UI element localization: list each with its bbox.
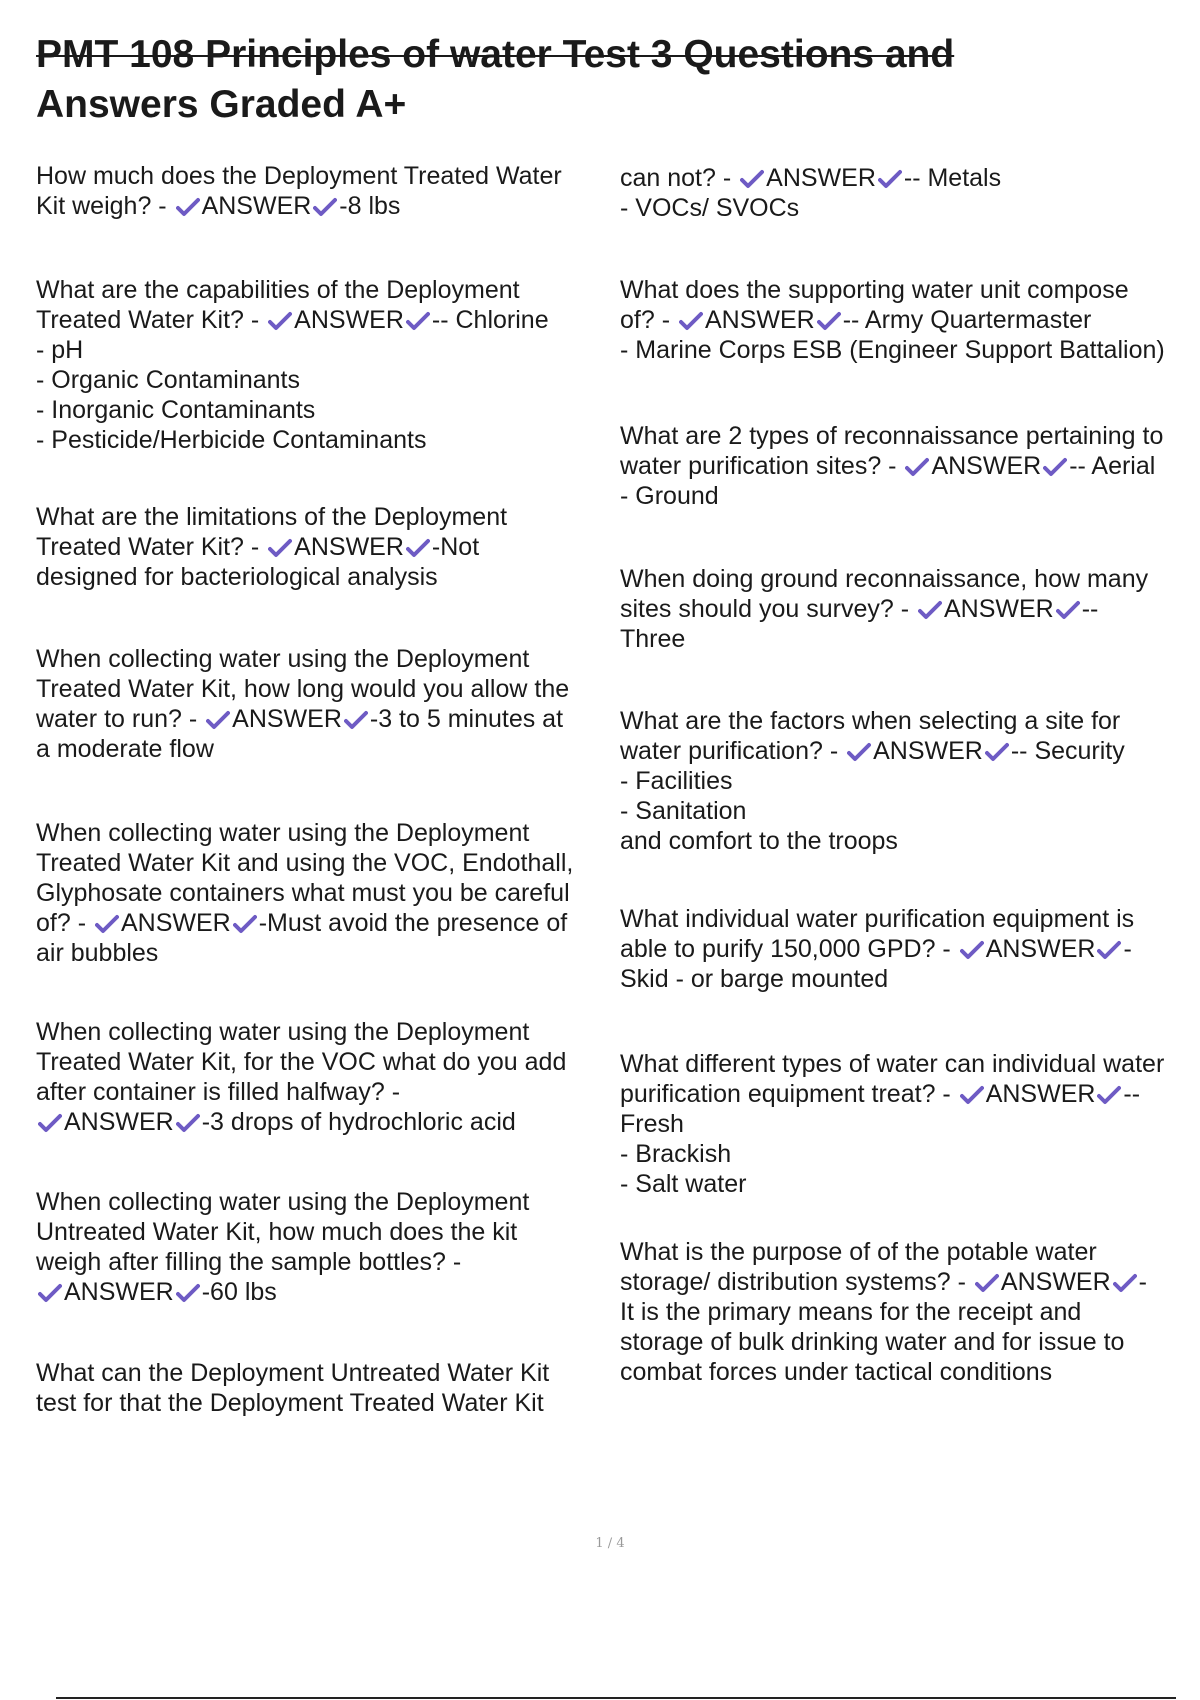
qa-item xyxy=(36,818,606,968)
answer-line xyxy=(36,704,606,734)
answer-text: -- Army Quartermaster xyxy=(842,306,1092,334)
text-line: - Pesticide/Herbicide Contaminants xyxy=(36,426,427,454)
answer-text: -- xyxy=(1081,595,1099,623)
qa-item xyxy=(36,502,606,592)
checkmark-icon xyxy=(38,1283,62,1303)
qa-item xyxy=(36,161,606,221)
text-line: combat forces under tactical conditions xyxy=(620,1358,1053,1386)
answer-label: ANSWER xyxy=(232,705,342,733)
text-line: What are 2 types of reconnaissance pertaining to xyxy=(620,422,1164,450)
page-number: 1 / 4 xyxy=(595,1536,625,1551)
checkmark-icon xyxy=(960,940,984,960)
text-line: What are the limitations of the Deployment xyxy=(36,503,508,531)
text-line: Treated Water Kit and using the VOC, Endothall, xyxy=(36,849,574,877)
checkmark-icon xyxy=(406,538,430,558)
checkmark-icon xyxy=(268,538,292,558)
text-line: after container is filled halfway? - xyxy=(36,1078,401,1106)
question-text: able to purify 150,000 GPD? - xyxy=(620,935,958,963)
qa-item xyxy=(620,904,1195,994)
answer-line xyxy=(620,1079,1195,1109)
answer-text: -60 lbs xyxy=(201,1278,277,1306)
text-line: and comfort to the troops xyxy=(620,827,898,855)
footer-divider xyxy=(56,1697,1176,1699)
text-line: What different types of water can individual water xyxy=(620,1050,1165,1078)
checkmark-icon xyxy=(95,914,119,934)
answer-line xyxy=(620,451,1195,481)
text-line: What does the supporting water unit compose xyxy=(620,276,1129,304)
text-line: Glyphosate containers what must you be careful xyxy=(36,879,570,907)
answer-label: ANSWER xyxy=(120,909,231,937)
checkmark-icon xyxy=(1097,1085,1121,1105)
checkmark-icon xyxy=(740,169,764,189)
checkmark-icon xyxy=(38,1113,62,1133)
checkmark-icon xyxy=(233,914,257,934)
answer-label: ANSWER xyxy=(704,306,815,334)
text-line: air bubbles xyxy=(36,939,159,967)
question-text: water purification? - xyxy=(620,737,846,765)
document-title xyxy=(36,30,1136,130)
answer-line xyxy=(620,594,1195,624)
answer-line xyxy=(36,908,606,938)
qa-item xyxy=(36,1187,606,1307)
qa-item xyxy=(36,1358,606,1418)
answer-label: ANSWER xyxy=(943,595,1054,623)
checkmark-icon xyxy=(975,1273,999,1293)
checkmark-icon xyxy=(960,1085,984,1105)
question-text: storage/ distribution systems? - xyxy=(620,1268,973,1296)
checkmark-icon xyxy=(268,311,292,331)
text-line: Treated Water Kit, how long would you allow the xyxy=(36,675,570,703)
text-line: What individual water purification equipment is xyxy=(620,905,1135,933)
answer-line xyxy=(620,305,1195,335)
title-line-1: PMT 108 Principles of water Test 3 Questions and xyxy=(36,33,955,76)
text-line: - Ground xyxy=(620,482,719,510)
checkmark-icon xyxy=(1097,940,1121,960)
text-line: What can the Deployment Untreated Water Kit xyxy=(36,1359,550,1387)
checkmark-icon xyxy=(847,742,871,762)
answer-text: -- xyxy=(1123,1080,1141,1108)
text-line: Treated Water Kit, for the VOC what do you add xyxy=(36,1048,567,1076)
answer-line xyxy=(620,1267,1195,1297)
question-text: sites should you survey? - xyxy=(620,595,916,623)
answer-label: ANSWER xyxy=(64,1108,174,1136)
checkmark-icon xyxy=(817,311,841,331)
question-text: Treated Water Kit? - xyxy=(36,306,267,334)
answer-line xyxy=(36,191,606,221)
question-text: of? - xyxy=(620,306,677,334)
text-line: test for that the Deployment Treated Water Kit xyxy=(36,1389,544,1417)
text-line: What are the capabilities of the Deployment xyxy=(36,276,520,304)
text-line: weigh after filling the sample bottles? - xyxy=(36,1248,462,1276)
text-line: When collecting water using the Deployment xyxy=(36,645,530,673)
text-line: What are the factors when selecting a site for xyxy=(620,707,1121,735)
qa-item xyxy=(620,275,1195,365)
checkmark-icon xyxy=(344,710,368,730)
checkmark-icon xyxy=(878,169,902,189)
answer-text: -Not xyxy=(431,533,480,561)
answer-label: ANSWER xyxy=(294,306,404,334)
checkmark-icon xyxy=(985,742,1009,762)
checkmark-icon xyxy=(679,311,703,331)
question-text: water purification sites? - xyxy=(620,452,904,480)
text-line: - Inorganic Contaminants xyxy=(36,396,316,424)
qa-item xyxy=(36,644,606,764)
text-line: How much does the Deployment Treated Water xyxy=(36,162,562,190)
answer-label: ANSWER xyxy=(873,737,983,765)
answer-label: ANSWER xyxy=(201,192,312,220)
answer-label: ANSWER xyxy=(294,533,404,561)
qa-item xyxy=(620,421,1195,511)
answer-text: -- Security xyxy=(1010,737,1125,765)
answer-text: - xyxy=(1123,935,1132,963)
text-line: When collecting water using the Deployment xyxy=(36,1018,530,1046)
answer-text: -Must avoid the presence of xyxy=(258,909,568,937)
question-text: Treated Water Kit? - xyxy=(36,533,267,561)
answer-line xyxy=(36,305,606,335)
text-line: - Marine Corps ESB (Engineer Support Battalion) xyxy=(620,336,1165,364)
checkmark-icon xyxy=(905,457,929,477)
answer-line xyxy=(36,532,606,562)
answer-label: ANSWER xyxy=(985,1080,1096,1108)
text-line: - pH xyxy=(36,336,84,364)
answer-label: ANSWER xyxy=(766,164,876,192)
text-line: - VOCs/ SVOCs xyxy=(620,194,800,222)
checkmark-icon xyxy=(1113,1273,1137,1293)
qa-item xyxy=(620,564,1195,654)
question-text: purification equipment treat? - xyxy=(620,1080,958,1108)
text-line: - Organic Contaminants xyxy=(36,366,301,394)
text-line: Skid - or barge mounted xyxy=(620,965,889,993)
checkmark-icon xyxy=(918,600,942,620)
answer-label: ANSWER xyxy=(1000,1268,1111,1296)
answer-line xyxy=(620,163,1195,193)
checkmark-icon xyxy=(313,197,337,217)
text-line: Fresh xyxy=(620,1110,684,1138)
checkmark-icon xyxy=(176,1113,200,1133)
text-line: storage of bulk drinking water and for issue to xyxy=(620,1328,1125,1356)
checkmark-icon xyxy=(1043,457,1067,477)
text-line: Three xyxy=(620,625,686,653)
answer-label: ANSWER xyxy=(985,935,1096,963)
text-line: - Facilities xyxy=(620,767,733,795)
answer-text: -- Aerial xyxy=(1069,452,1156,480)
text-line: When collecting water using the Deployment xyxy=(36,819,530,847)
answer-text: -8 lbs xyxy=(339,192,401,220)
question-text: water to run? - xyxy=(36,705,205,733)
answer-line xyxy=(36,1107,606,1137)
text-line: What is the purpose of of the potable water xyxy=(620,1238,1097,1266)
checkmark-icon xyxy=(206,710,230,730)
checkmark-icon xyxy=(176,1283,200,1303)
answer-text: - xyxy=(1138,1268,1147,1296)
text-line: When collecting water using the Deployment xyxy=(36,1188,530,1216)
text-line: - Salt water xyxy=(620,1170,747,1198)
qa-item xyxy=(620,163,1195,223)
answer-text: -- Metals xyxy=(903,164,1002,192)
answer-text: -3 to 5 minutes at xyxy=(369,705,564,733)
answer-text: -3 drops of hydrochloric acid xyxy=(201,1108,516,1136)
checkmark-icon xyxy=(406,311,430,331)
answer-label: ANSWER xyxy=(931,452,1042,480)
text-line: a moderate flow xyxy=(36,735,214,763)
checkmark-icon xyxy=(176,197,200,217)
title-line-2: Answers Graded A+ xyxy=(36,83,407,126)
text-line: Untreated Water Kit, how much does the kit xyxy=(36,1218,518,1246)
qa-item xyxy=(36,1017,606,1137)
qa-item xyxy=(620,1237,1195,1387)
qa-item xyxy=(620,1049,1195,1199)
text-line: - Brackish xyxy=(620,1140,732,1168)
answer-label: ANSWER xyxy=(64,1278,174,1306)
question-text: of? - xyxy=(36,909,93,937)
text-line: designed for bacteriological analysis xyxy=(36,563,438,591)
qa-item xyxy=(36,275,606,455)
checkmark-icon xyxy=(1056,600,1080,620)
qa-item xyxy=(620,706,1195,856)
text-line: When doing ground reconnaissance, how many xyxy=(620,565,1149,593)
answer-line xyxy=(620,736,1195,766)
answer-text: -- Chlorine xyxy=(431,306,549,334)
text-line: - Sanitation xyxy=(620,797,747,825)
question-text: can not? - xyxy=(620,164,739,192)
question-text: Kit weigh? - xyxy=(36,192,174,220)
text-line: It is the primary means for the receipt and xyxy=(620,1298,1082,1326)
answer-line xyxy=(36,1277,606,1307)
answer-line xyxy=(620,934,1195,964)
